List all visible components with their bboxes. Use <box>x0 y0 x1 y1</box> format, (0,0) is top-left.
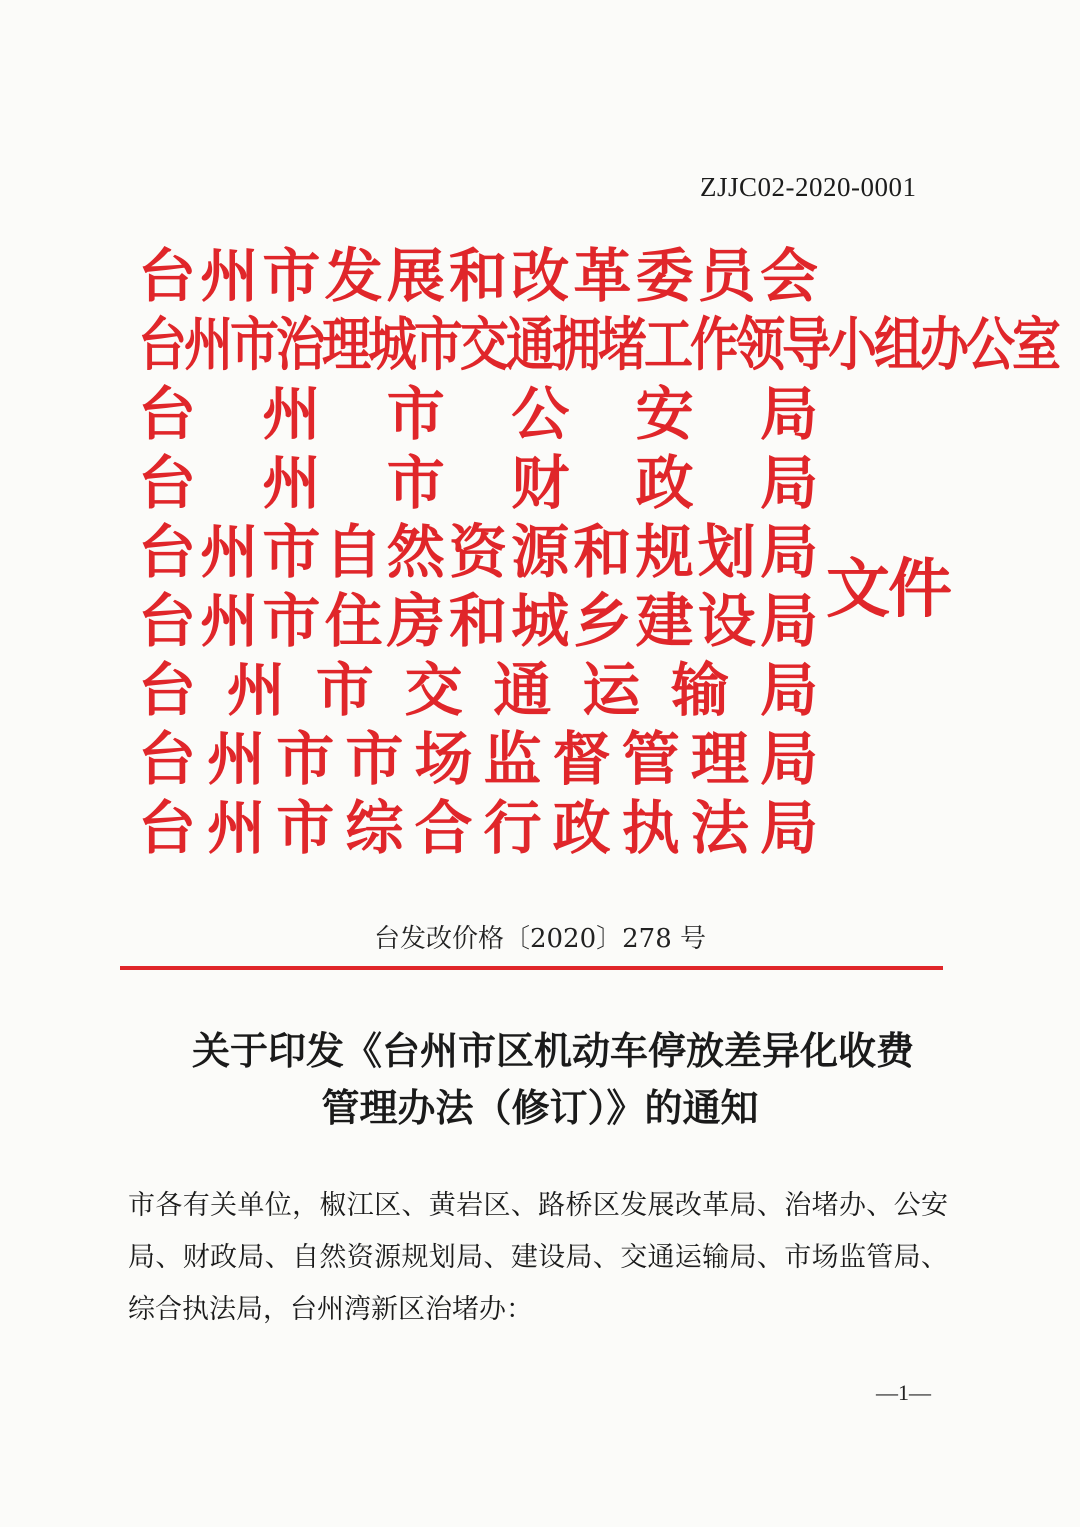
salutation-paragraph: 市各有关单位，椒江区、黄岩区、路桥区发展改革局、治堵办、公安局、财政局、自然资源规划局、建设局、交通运输局、市场监管局、综合执法局，台州湾新区治堵办： <box>128 1190 948 1325</box>
issuer-line <box>138 587 818 656</box>
issuer-name: 台州市市场监督管理局 <box>138 725 818 793</box>
issuer-line <box>138 518 818 587</box>
file-label: 文件 <box>826 552 950 627</box>
issuer-line <box>138 794 818 863</box>
issuer-line <box>138 310 1059 380</box>
issuer-line <box>138 656 818 725</box>
issuer-line <box>138 725 818 794</box>
issuer-line <box>138 380 818 449</box>
issuer-name: 台州市综合行政执法局 <box>138 794 818 862</box>
issuer-name: 台州市发展和改革委员会 <box>138 242 818 310</box>
issuer-name: 台州市财政局 <box>138 449 818 517</box>
issuer-name: 台州市治理城市交通拥堵工作领导小组办公室 <box>138 310 1059 379</box>
issuer-line <box>138 449 818 518</box>
issuer-name: 台州市自然资源和规划局 <box>138 518 818 586</box>
page-number: —1— <box>876 1380 931 1405</box>
document-number: 台发改价格〔2020〕278 号 <box>373 924 707 954</box>
issuer-name: 台州市住房和城乡建设局 <box>138 587 818 655</box>
issuer-name: 台州市公安局 <box>138 380 818 448</box>
document-title-line-1: 关于印发《台州市区机动车停放差异化收费 <box>191 1028 914 1073</box>
issuer-name: 台州市交通运输局 <box>138 656 818 724</box>
document-title-line-2: 管理办法（修订）》的通知 <box>321 1085 759 1130</box>
red-divider <box>120 966 943 970</box>
issuer-line <box>138 242 818 311</box>
document-code: ZJJC02-2020-0001 <box>700 172 917 202</box>
